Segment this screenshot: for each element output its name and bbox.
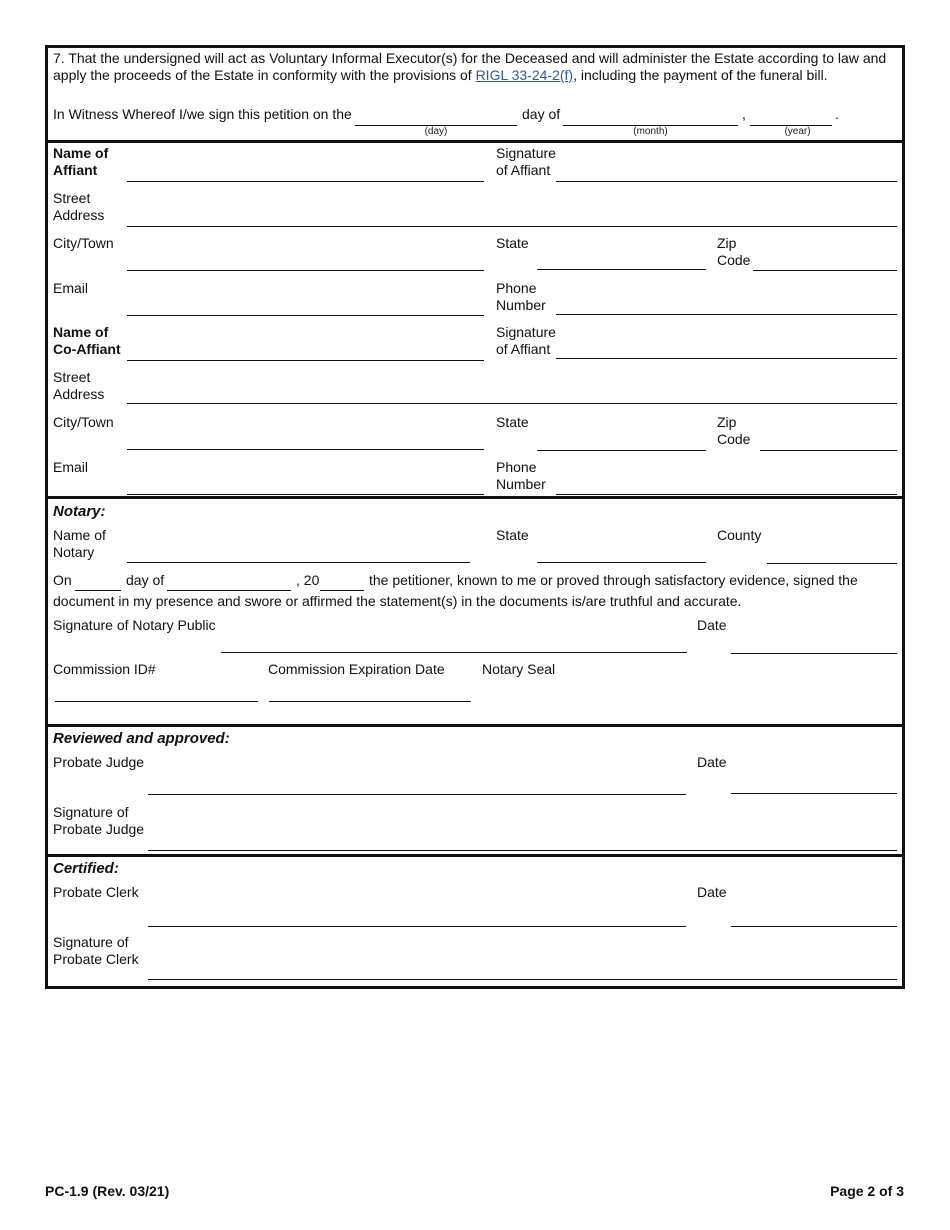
- review-date-field[interactable]: [731, 793, 897, 794]
- witness-text: In Witness Whereof I/we sign this petition on the: [53, 106, 352, 122]
- affiant-email-field[interactable]: [127, 315, 484, 316]
- coaffiant-sig-label-2: of Affiant: [496, 341, 551, 357]
- section7-line1: 7. That the undersigned will act as Voluntary Informal Executor(s) for the Deceased and will administer the Estate according to law and: [53, 50, 887, 66]
- affiant-phone-field[interactable]: [556, 314, 897, 315]
- witness-comma: ,: [742, 106, 746, 122]
- notary-county-label: County: [717, 527, 762, 543]
- coaffiant-email-field[interactable]: [127, 494, 484, 495]
- divider: [45, 854, 905, 857]
- coaffiant-street-label-1: Street: [53, 369, 91, 385]
- commission-exp-field[interactable]: [269, 701, 471, 702]
- coaffiant-city-field[interactable]: [127, 449, 484, 450]
- judge-sig-label-1: Signature of: [53, 804, 129, 820]
- coaffiant-street-label-2: Address: [53, 386, 105, 402]
- notary-name-field[interactable]: [127, 562, 470, 563]
- notary-signature-field[interactable]: [221, 652, 687, 653]
- affiant-phone-label-1: Phone: [496, 280, 537, 296]
- notary-day-field[interactable]: [75, 590, 121, 591]
- coaffiant-street-field[interactable]: [127, 403, 897, 404]
- rigl-link[interactable]: RIGL 33-24-2(f): [475, 67, 574, 83]
- certified-date-field[interactable]: [731, 926, 897, 927]
- affiant-name-field[interactable]: [127, 181, 484, 182]
- notary-county-field[interactable]: [767, 563, 897, 564]
- coaffiant-zip-label-1: Zip: [717, 414, 737, 430]
- divider: [45, 724, 905, 727]
- commission-id-field[interactable]: [55, 701, 258, 702]
- clerk-sig-label-2: Probate Clerk: [53, 951, 139, 967]
- notary-state-label: State: [496, 527, 529, 543]
- affiant-state-field[interactable]: [537, 269, 706, 270]
- notary-state-field[interactable]: [537, 562, 706, 563]
- affiant-zip-label-2: Code: [717, 252, 751, 268]
- coaffiant-signature-field[interactable]: [556, 358, 897, 359]
- notary-name-label-1: Name of: [53, 527, 106, 543]
- certified-date-label: Date: [697, 884, 727, 900]
- coaffiant-zip-field[interactable]: [760, 450, 897, 451]
- page-number: Page 2 of 3: [830, 1183, 904, 1199]
- probate-judge-label: Probate Judge: [53, 754, 145, 770]
- notary-date-field[interactable]: [731, 653, 897, 654]
- coaffiant-state-field[interactable]: [537, 450, 706, 451]
- notary-twenty-label: , 20: [296, 572, 320, 588]
- affiant-email-label: Email: [53, 280, 89, 296]
- coaffiant-name-label-2: Co-Affiant: [53, 341, 121, 357]
- notary-on-label: On: [53, 572, 72, 588]
- coaffiant-name-field[interactable]: [127, 360, 484, 361]
- affiant-sig-label-2: of Affiant: [496, 162, 551, 178]
- year-caption: (year): [784, 126, 811, 137]
- coaffiant-email-label: Email: [53, 459, 89, 475]
- section7-line2: [53, 67, 828, 84]
- affiant-phone-label-2: Number: [496, 297, 546, 313]
- notary-name-label-2: Notary: [53, 544, 95, 560]
- notary-petition-text-2: document in my presence and swore or affirmed the statement(s) in the documents is/are truthful and accurate.: [53, 593, 742, 609]
- notary-day-of-label: day of: [126, 572, 165, 588]
- coaffiant-city-label: City/Town: [53, 414, 114, 430]
- affiant-name-label-2: Affiant: [53, 162, 98, 178]
- judge-signature-field[interactable]: [148, 850, 897, 851]
- notary-petition-text: the petitioner, known to me or proved through satisfactory evidence, signed the: [369, 572, 858, 588]
- month-caption: (month): [633, 126, 668, 137]
- day-caption: (day): [424, 126, 448, 137]
- coaffiant-state-label: State: [496, 414, 529, 430]
- coaffiant-phone-field[interactable]: [556, 494, 897, 495]
- clerk-signature-field[interactable]: [148, 979, 897, 980]
- coaffiant-sig-label-1: Signature: [496, 324, 556, 340]
- affiant-zip-field[interactable]: [753, 270, 897, 271]
- affiant-name-label-1: Name of: [53, 145, 109, 161]
- divider: [45, 496, 905, 499]
- clerk-sig-label-1: Signature of: [53, 934, 129, 950]
- certified-heading: Certified:: [53, 860, 119, 877]
- affiant-city-field[interactable]: [127, 270, 484, 271]
- notary-signature-label: Signature of Notary Public: [53, 617, 216, 633]
- affiant-street-label-1: Street: [53, 190, 91, 206]
- affiant-state-label: State: [496, 235, 529, 251]
- witness-day-of: day of: [522, 106, 561, 122]
- form-frame: [45, 45, 905, 989]
- probate-clerk-label: Probate Clerk: [53, 884, 139, 900]
- affiant-zip-label-1: Zip: [717, 235, 737, 251]
- affiant-signature-field[interactable]: [556, 181, 897, 182]
- judge-sig-label-2: Probate Judge: [53, 821, 145, 837]
- witness-period: .: [835, 106, 839, 122]
- probate-clerk-field[interactable]: [148, 926, 686, 927]
- coaffiant-phone-label-1: Phone: [496, 459, 537, 475]
- coaffiant-phone-label-2: Number: [496, 476, 546, 492]
- affiant-city-label: City/Town: [53, 235, 114, 251]
- form-id: PC-1.9 (Rev. 03/21): [45, 1183, 170, 1199]
- section7-line2-text: apply the proceeds of the Estate in conformity with the provisions of: [53, 67, 476, 83]
- notary-month-field[interactable]: [167, 590, 291, 591]
- notary-year-field[interactable]: [320, 590, 364, 591]
- commission-id-label: Commission ID#: [53, 661, 156, 677]
- section7-line2-end: , including the payment of the funeral bill.: [573, 67, 828, 83]
- probate-judge-field[interactable]: [148, 794, 686, 795]
- review-date-label: Date: [697, 754, 727, 770]
- affiant-street-label-2: Address: [53, 207, 105, 223]
- coaffiant-zip-label-2: Code: [717, 431, 751, 447]
- affiant-sig-label-1: Signature: [496, 145, 556, 161]
- coaffiant-name-label-1: Name of: [53, 324, 109, 340]
- notary-heading: Notary:: [53, 503, 106, 520]
- affiant-street-field[interactable]: [127, 226, 897, 227]
- notary-seal-label: Notary Seal: [482, 661, 556, 677]
- commission-exp-label: Commission Expiration Date: [268, 661, 445, 677]
- review-heading: Reviewed and approved:: [53, 730, 230, 747]
- divider: [45, 140, 905, 143]
- notary-date-label: Date: [697, 617, 727, 633]
